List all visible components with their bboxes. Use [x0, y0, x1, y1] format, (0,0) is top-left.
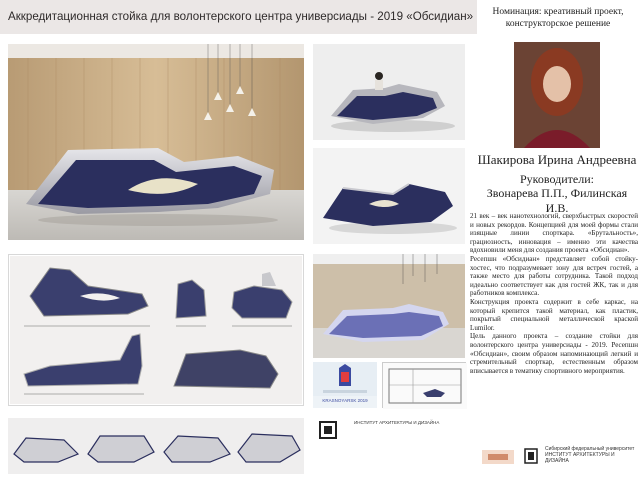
universiade-logo-panel — [313, 362, 377, 408]
floor-plan-illustration — [383, 363, 467, 409]
description-paragraph: Конструкция проекта содержит в себе каркас, на который крепится такой материал, как пластик, покрытый специальной металлической краской Lumilor. — [470, 297, 638, 332]
portrait-illustration — [514, 42, 600, 148]
desk-side-illustration — [313, 148, 465, 244]
nomination-text: Номинация: креативный проект, конструкторское решение — [492, 7, 624, 29]
lobby-side-render — [313, 254, 465, 358]
page-title: Аккредитационная стойка для волонтерского центра универсиады - 2019 «Обсидиан» — [8, 10, 474, 23]
render-with-operator — [313, 44, 465, 140]
lobby-render-illustration — [8, 44, 304, 240]
universiade-emblem — [313, 362, 377, 396]
desk-side-render — [313, 148, 465, 244]
institute-name-left: ИНСТИТУТ АРХИТЕКТУРЫ И ДИЗАЙНА — [354, 420, 440, 425]
university-name: Сибирский федеральный университет — [545, 446, 635, 452]
description-paragraph: 21 век – век нанотехнологий, сверхбыстрых скоростей и новых рекордов. Концепцией для моей формы стали изящные линии спорткара. «Брутальность», грациозность, инновация – именно эти качества вдохновили меня для создания проекта «Обсидиан». — [470, 212, 638, 255]
description-paragraph: Цель данного проекта – создание стойки для волонтерского центра универсиады - 2019. Ресепшн «Обсидиан», своим образом напоминающий легкий и стремительный спорткар, естественным образом вписывается в тематику спортивного мероприятия. — [470, 332, 638, 375]
description-paragraph: Ресепшн «Обсидиан» представляет собой стойку-хостес, что подразумевает зону для встреч гостей, а также место для работы сотрудника. Такой подход идеально соответствует как для гостей ЖК, так и для работников комплекса. — [470, 254, 638, 298]
universiade-logo-text: KRASNOYARSK 2019 — [322, 398, 368, 403]
lobby-side-illustration — [313, 254, 465, 358]
floor-plan — [382, 362, 466, 408]
desk-variants-illustration — [8, 418, 304, 474]
institute-name: ИНСТИТУТ АРХИТЕКТУРЫ И ДИЗАЙНА — [545, 452, 615, 464]
institute-logo-icon — [318, 420, 338, 440]
institute-name-right — [545, 446, 637, 464]
technical-drawings-sheet — [10, 256, 302, 404]
desk-variants-strip — [8, 418, 304, 474]
partner-logo — [478, 446, 518, 468]
supervisors-names: Звонарева П.П., Филинская И.В. — [486, 186, 628, 215]
sfu-logo-icon — [524, 448, 538, 464]
author-name: Шакирова Ирина Андреевна — [477, 152, 637, 167]
project-description — [470, 212, 638, 375]
author-photo — [514, 42, 600, 148]
drawings-illustration — [10, 256, 302, 404]
main-render-image — [8, 44, 304, 240]
supervisors-heading: Руководители: — [520, 172, 594, 186]
desk-render-illustration — [313, 44, 465, 140]
